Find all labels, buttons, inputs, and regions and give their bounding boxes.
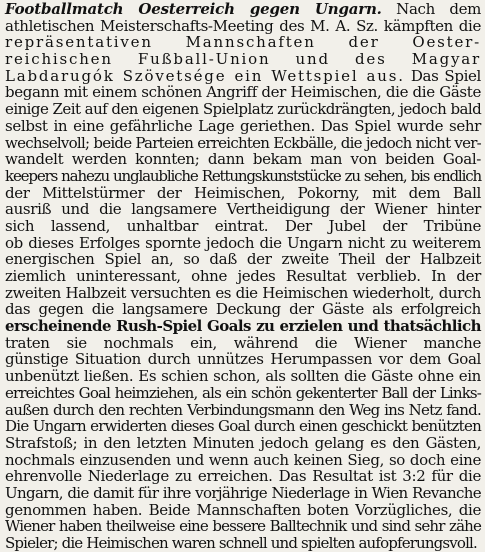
article-text-line bbox=[5, 168, 481, 185]
article-text-line bbox=[5, 18, 481, 35]
article-text-segment: Labdarugók Szövetsége ein Wettspiel aus. bbox=[5, 66, 405, 85]
article-text-line bbox=[5, 84, 481, 101]
article-text-line bbox=[5, 452, 481, 469]
article-text-segment: Spieler; die Heimischen waren schnell und spielten aufopferungsvoll. bbox=[5, 534, 477, 552]
article-text-segment: traten sie nochmals ein, während die Wiener manche bbox=[5, 333, 481, 352]
article-text-segment: außen durch den rechten Verbindungsmann den Weg ins Netz fand. bbox=[5, 400, 481, 419]
article-text-segment: unbenützt ließen. Es schien schon, als sollten die Gäste ohne ein bbox=[5, 367, 481, 386]
article-text-segment: ehrenvolle Niederlage zu erreichen. Das Resultat ist 3:2 für die bbox=[5, 467, 481, 486]
article-text-line bbox=[5, 201, 481, 218]
article-text-segment: einige Zeit auf den eigenen Spielplatz zurückdrängten, jedoch bald bbox=[5, 100, 482, 119]
article-text-line bbox=[5, 285, 481, 302]
article-text-line bbox=[5, 518, 481, 535]
article-text-line bbox=[5, 385, 481, 402]
article-text-segment: günstige Situation durch unnützes Herumpassen vor dem Goal bbox=[5, 350, 481, 369]
article-text-line bbox=[5, 251, 481, 268]
article-text-segment: zweiten Halbzeit versuchten es die Heimischen wiederholt, durch bbox=[5, 283, 481, 302]
article-text-segment: erscheinende Rush-Spiel Goals zu erzielen und thatsächlich bbox=[5, 317, 481, 336]
article-text-segment: Ungarn, die damit für ihre vorjährige Niederlage in Wien Revanche bbox=[5, 483, 481, 502]
article-text-line bbox=[5, 351, 481, 368]
article-text-line bbox=[5, 218, 481, 235]
newspaper-article bbox=[5, 0, 482, 552]
article-text-segment: Wiener haben theilweise eine bessere Balltechnik und sind sehr zähe bbox=[5, 517, 481, 536]
article-text-segment: keepers nahezu unglaubliche Rettungskunststücke zu sehen, bis endlich bbox=[5, 166, 481, 185]
article-text-segment: Das Spiel bbox=[404, 66, 482, 85]
article-text-segment: reichischen Fußball-Union und des Magyar bbox=[5, 50, 481, 69]
article-text-segment: ziemlich uninteressant, ohne jedes Resultat verblieb. In der bbox=[5, 267, 481, 285]
article-text-line bbox=[5, 101, 481, 118]
article-text-line bbox=[5, 235, 481, 252]
article-text-line bbox=[5, 435, 481, 452]
article-text-line bbox=[5, 335, 481, 352]
article-text-segment: Strafstoß; in den letzten Minuten jedoch gelang es den Gästen, bbox=[5, 433, 481, 452]
article-text-segment: Nach dem bbox=[381, 0, 482, 18]
article-text-segment: repräsentativen Mannschaften der Oester- bbox=[5, 33, 481, 52]
article-text-line bbox=[5, 301, 481, 318]
article-text-line bbox=[5, 268, 481, 285]
article-text-line bbox=[5, 118, 481, 135]
article-text-line bbox=[5, 51, 481, 68]
article-text-line bbox=[5, 318, 481, 335]
article-text-line bbox=[5, 185, 481, 202]
article-text-line bbox=[5, 502, 481, 519]
article-text-segment: wandelt werden konnten; dann bekam man von beiden Goal- bbox=[5, 150, 481, 169]
article-text-line bbox=[5, 418, 481, 435]
article-text-line bbox=[5, 368, 481, 385]
article-text-line bbox=[5, 135, 481, 152]
article-text-segment: wechselvoll; beide Parteien erreichten Eckbälle, die jedoch nicht ver- bbox=[5, 133, 481, 152]
article-text-segment: ob dieses Erfolges spornte jedoch die Ungarn nicht zu weiterem bbox=[5, 233, 481, 252]
article-text-line bbox=[5, 485, 481, 502]
article-text-segment: genommen haben. Beide Mannschaften boten Vorzügliches, die bbox=[5, 500, 481, 519]
article-text-segment: der Mittelstürmer der Heimischen, Pokorny, mit dem Ball bbox=[5, 183, 481, 202]
article-headline-line bbox=[5, 1, 481, 18]
article-text-segment: ausriß und die langsamere Vertheidigung der Wiener hinter bbox=[5, 200, 481, 219]
article-text-line bbox=[5, 34, 481, 51]
article-text-segment: energischen Spiel an, so daß der zweite Theil der Halbzeit bbox=[5, 250, 481, 269]
article-text-line bbox=[5, 535, 481, 552]
article-text-line bbox=[5, 468, 481, 485]
article-text-line bbox=[5, 402, 481, 419]
article-text-line bbox=[5, 68, 481, 85]
article-text-line bbox=[5, 151, 481, 168]
article-text-segment: nochmals einzusenden und wenn auch keinen Sieg, so doch eine bbox=[5, 450, 481, 469]
article-text-segment: das gegen die langsamere Deckung der Gäste als erfolgreich bbox=[5, 300, 481, 319]
article-text-segment: erreichtes Goal heimziehen, als ein schön gekenterter Ball der Links- bbox=[5, 383, 481, 402]
article-text-segment: selbst in eine gefährliche Lage geriethen. Das Spiel wurde sehr bbox=[5, 116, 481, 135]
article-text-segment: Die Ungarn erwiderten dieses Goal durch einen geschickt benützten bbox=[5, 417, 481, 436]
article-text-segment: athletischen Meisterschafts-Meeting des M. A. Sz. kämpften die bbox=[5, 16, 481, 35]
article-headline: Footballmatch Oesterreich gegen Ungarn. bbox=[5, 0, 382, 18]
article-text-segment: begann mit einem schönen Angriff der Heimischen, die die Gäste bbox=[5, 83, 481, 102]
article-text-segment: sich lassend, unhaltbar eintrat. Der Jubel der Tribüne bbox=[5, 216, 481, 235]
